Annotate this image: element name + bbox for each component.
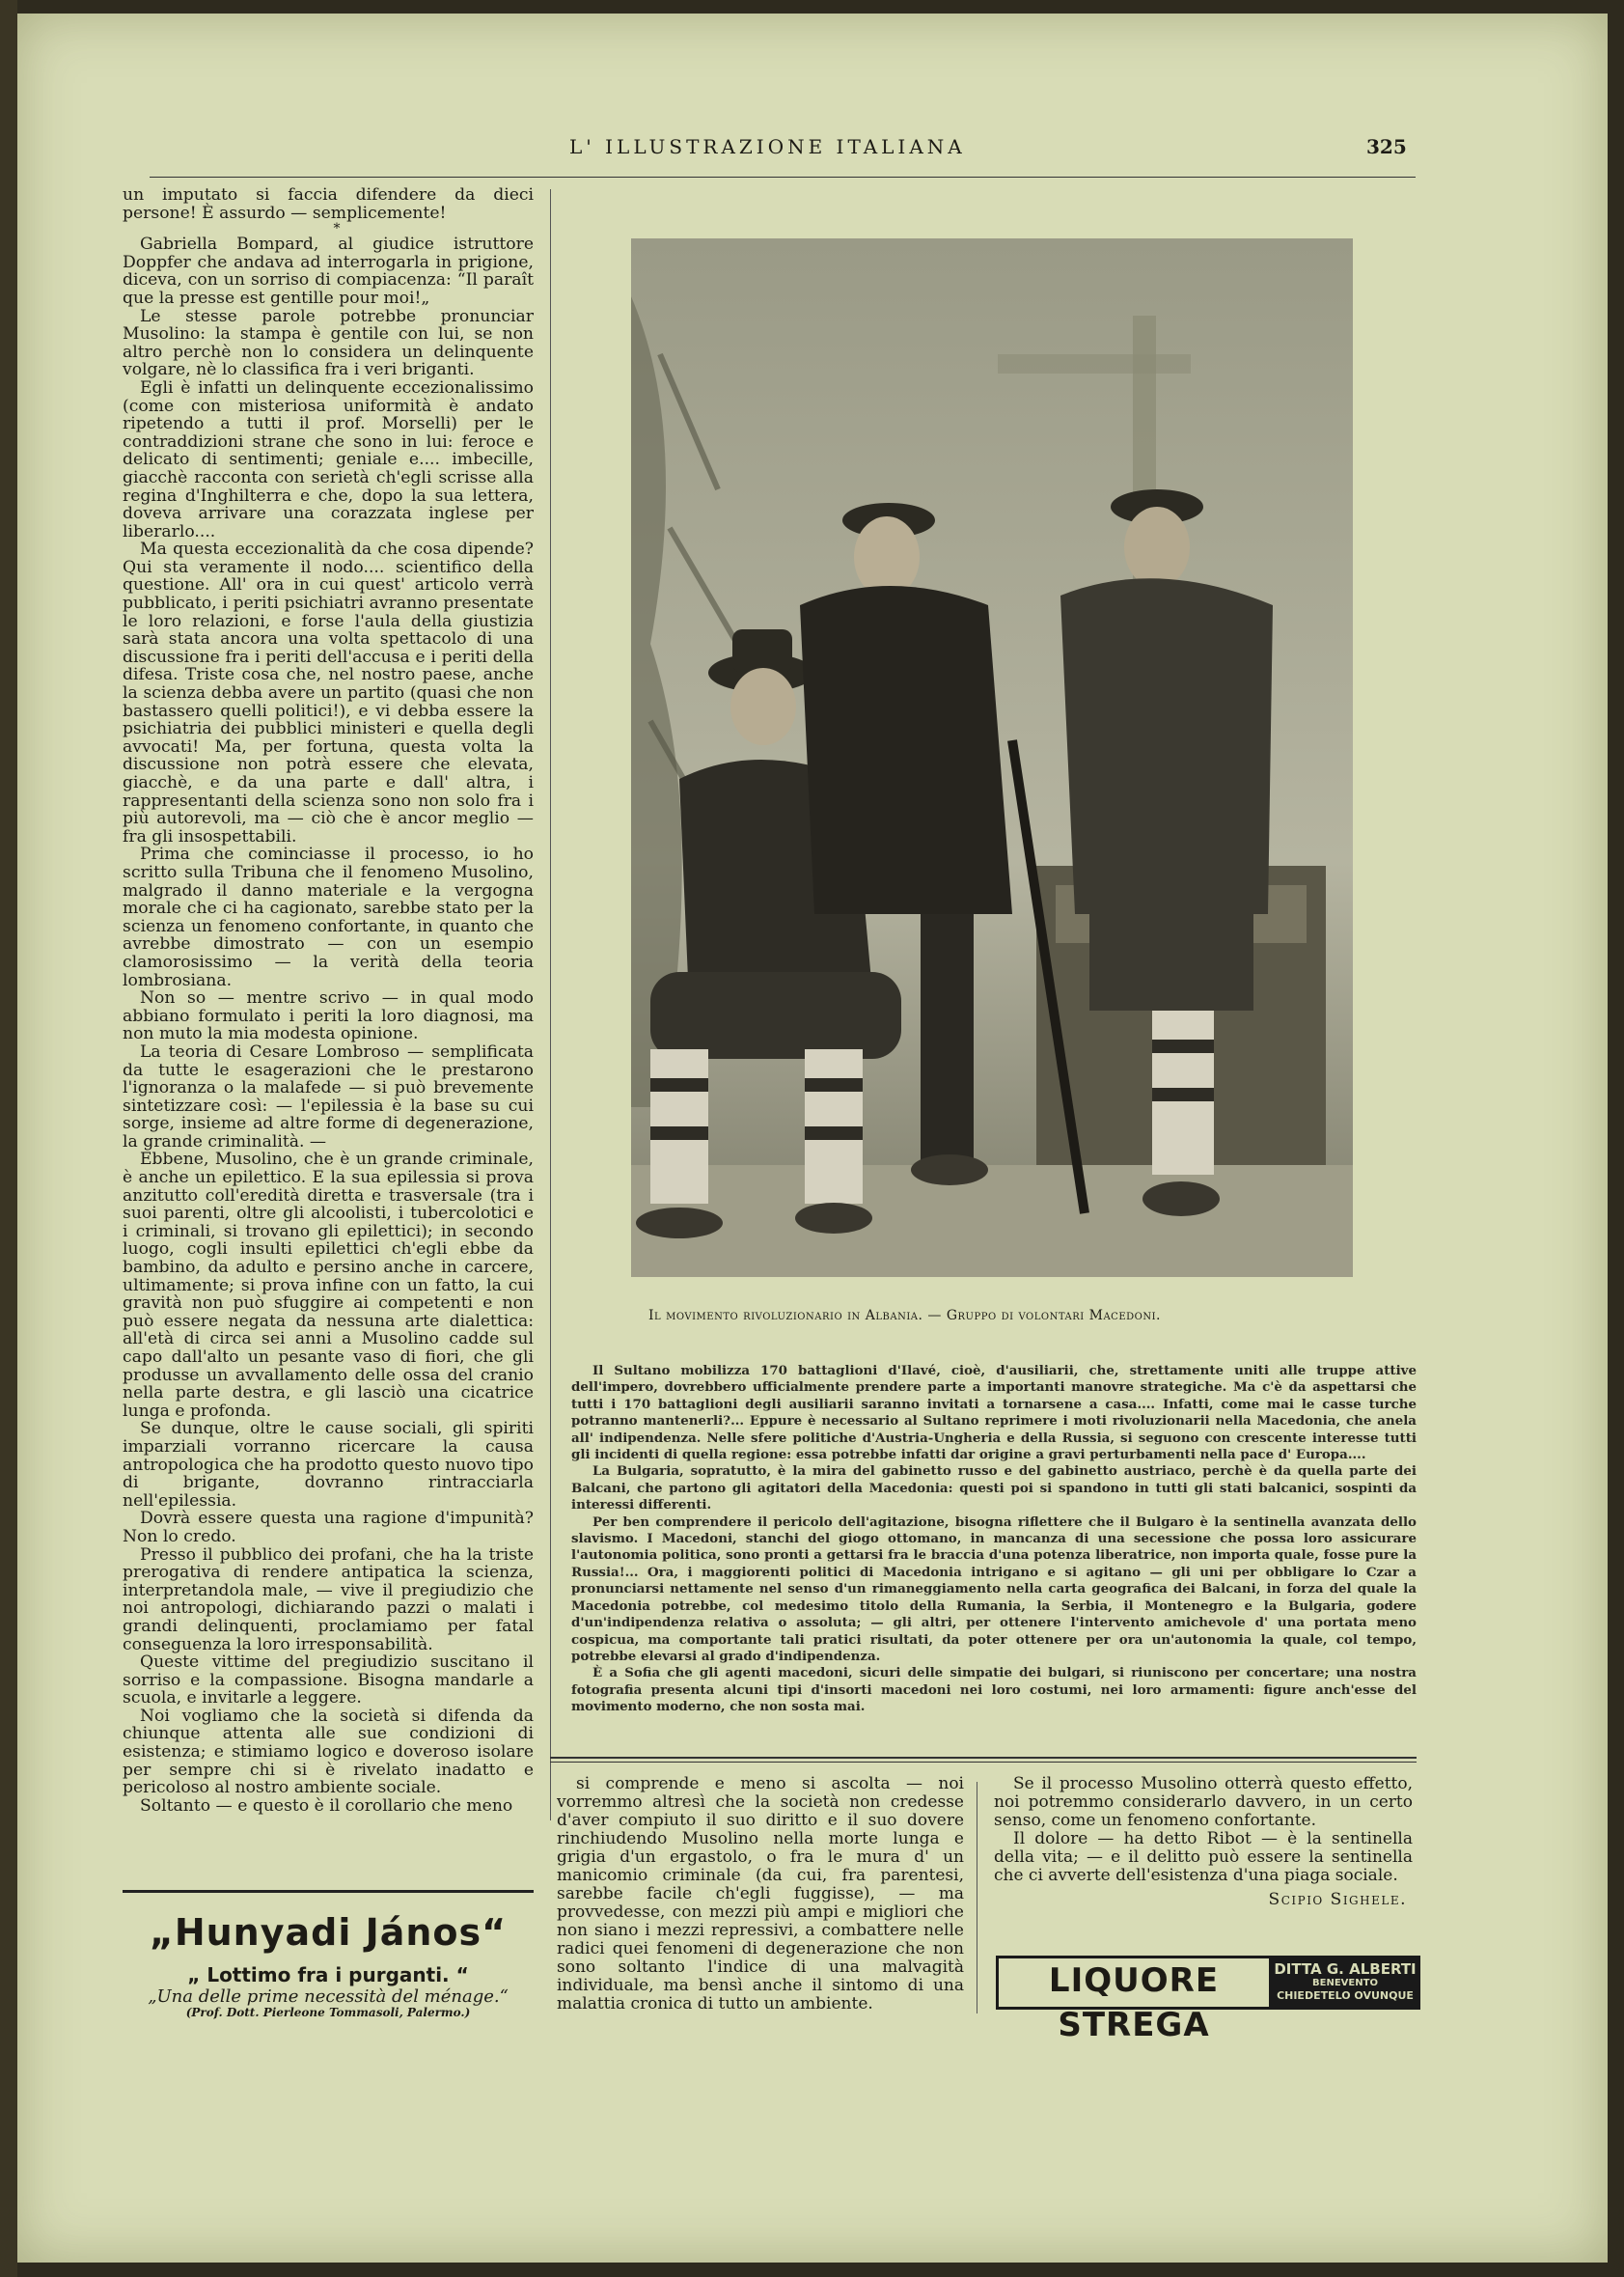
ad-rule — [123, 1890, 534, 1893]
right-paragraph: Il dolore — ha detto Ribot — è la sentinella della vita; — e il delitto può essere la sentinella che ci avverte dell'esistenza d'una piaga sociale. — [994, 1829, 1413, 1885]
section-rule — [550, 1757, 1417, 1759]
article-right-column — [994, 1775, 1413, 1909]
middle-paragraph: si comprende e meno si ascolta — noi vorremmo altresì che la società non credesse d'aver compiuto il suo diritto e il suo dovere rinchiudendo Musolino nella morte lunga e grigia d'un ergastolo, o fra le mura d' un manicomio criminale (da cui, fra parentesi, sarebbe facile ch'egli fuggisse), — ma provvedesse, con mezzi più ampi e migliori che non siano i mezzi repressivi, a combattere nelle radici quei fenomeni di degenerazione che non sono soltanto l'indice di una malvagità individuale, ma bensì anche il sintomo di una malattia cronica di tutto un ambiente. — [557, 1774, 964, 2013]
left-paragraph: Noi vogliamo che la società si difenda da chiunque attenta alle sue condizioni di esistenza; e stimiamo logico e doveroso isolare per sempre chi si è rivelato inadatto e pericoloso al nostro ambiente sociale. — [123, 1706, 534, 1798]
ad-brand: „Hunyadi János“ — [149, 1911, 508, 1954]
photo-illustration — [631, 238, 1353, 1277]
news-paragraph: Per ben comprendere il pericolo dell'agitazione, bisogna riflettere che il Bulgaro è la sentinella avanzata dello slavismo. I Macedoni, stanchi del giogo ottomano, in mancanza di una secessione che possa loro assicurare l'autonomia politica, sono pronti a gettarsi fra le braccia d'una potenza liberatrice, non importa quale, fosse pure la Russia!... Ora, i maggiorenti politici di Macedonia intrigano e si agitano — gli uni per obbligare lo Czar a pronunciarsi nettamente nel senso d'un rimaneggiamento nella carta geografica dei Balcani, in forza del quale la Macedonia potrebbe, col medesimo titolo della Rumania, la Serbia, il Montenegro e la Bulgaria, godere d'un'indipendenza relativa o assoluta; — gli altri, per ottenere l'intervento amichevole d' una portata meno cospicua, ma comportante tali pratici risultati, da poter ottenere per ora un'autonomia la quale, col tempo, potrebbe elevarsi al grado d'indipendenza. — [571, 1513, 1417, 1664]
ad-quote: „Una delle prime necessità del ménage.“ — [148, 1986, 509, 2007]
left-paragraph: Non so — mentre scrivo — in qual modo abbiano formulato i periti la loro diagnosi, ma non muto la mia modesta opinione. — [123, 988, 534, 1044]
left-paragraph: Queste vittime del pregiudizio suscitano il sorriso e la compassione. Bisogna mandarle a scuola, e invitarle a leggere. — [123, 1652, 534, 1708]
hunyadi-advertisement — [123, 1890, 534, 2019]
journal-title: L' ILLUSTRAZIONE ITALIANA — [569, 135, 966, 158]
book-binding — [0, 0, 17, 2277]
header-rule — [150, 177, 1416, 178]
article-middle-column — [557, 1775, 964, 2013]
page-number: 325 — [1366, 135, 1407, 158]
left-paragraph: Se dunque, oltre le cause sociali, gli spiriti imparziali vorranno ricercare la causa antropologica che ha prodotto questo nuovo tipo di brigante, dovranno rintracciarla nell'epilessia. — [123, 1419, 534, 1511]
strega-city: BENEVENTO — [1312, 1978, 1378, 1988]
article-left-column — [123, 186, 534, 1815]
news-column — [571, 1363, 1417, 1716]
column-divider — [550, 189, 551, 1820]
left-paragraph: La teoria di Cesare Lombroso — semplificata da tutte le esagerazioni che le prestarono l'ignoranza o la malafede — si può brevemente sintetizzare così: — l'epilessia è la base su cui sorge, insieme ad altre forme di degenerazione, la grande criminalità. — — [123, 1041, 534, 1152]
right-paragraphs — [994, 1775, 1413, 1885]
news-paragraph: Il Sultano mobilizza 170 battaglioni d'Ilavé, cioè, d'ausiliarii, che, strettamente uniti alle truppe attive dell'impero, dovrebbero ufficialmente prendere parte a importanti manovre strategiche. Ma c'è da aspettarsi che tutti i 170 battaglioni degli ausiliarii saranno invitati a tornarsene a casa.... Infatti, come mai le casse turche potranno mantenerli?... Eppure è necessario al Sultano reprimere i moti rivoluzionarii nella Macedonia, che anela all' indipendenza. Nelle sfere politiche d'Austria-Ungheria e della Russia, si seguono con crescente interesse tutti gli incidenti di quella regione: essa potrebbe infatti dar origine a gravi perturbamenti nella pace d' Europa.... — [571, 1363, 1417, 1463]
left-paragraph: Soltanto — e questo è il corollario che meno — [140, 1795, 513, 1816]
left-paragraph: un imputato si faccia difendere da dieci persone! È assurdo — semplicemente! — [123, 185, 534, 223]
ad-source: (Prof. Dott. Pierleone Tommasoli, Palermo.) — [185, 2006, 471, 2019]
left-paragraph: Ma questa eccezionalità da che cosa dipende? Qui sta veramente il nodo.... scientifico della questione. All' ora in cui quest' articolo verrà pubblicato, i periti psichiatri avranno presentate le loro relazioni, e forse l'aula della giustizia sarà stata ancora una volta spettacolo di una discussione fra i periti dell'accusa e i periti della difesa. Triste cosa che, nel nostro paese, anche la scienza debba avere un partito (quasi che non bastassero quelli politici!), e vi debba essere la psichiatria dei pubblici ministeri e quella degli avvocati! Ma, per fortuna, questa volta la discussione non potrà essere che elevata, giacchè, e da una parte e dall' altra, i rappresentanti della scienza sono non solo fra i più autorevoli, ma — ciò che è ancor meglio — fra gli insospettabili. — [123, 540, 534, 847]
news-paragraph: È a Sofia che gli agenti macedoni, sicuri delle simpatie dei bulgari, si riuniscono per concertare; una nostra fotografia presenta alcuni tipi d'insorti macedoni nei loro costumi, nei loro armamenti: figure anch'esse del movimento moderno, che non sosta mai. — [571, 1665, 1417, 1715]
left-paragraph: Ebbene, Musolino, che è un grande criminale, è anche un epilettico. E la sua epilessia si prova anzitutto coll'eredità diretta e trasversale (tra i suoi parenti, oltre gli alcoolisti, i tubercolotici e i criminali, si trovano gli epilettici); in secondo luogo, cogli insulti epilettici ch'egli ebbe da bambino, da adulto e persino anche in carcere, ultimamente; si prova infine con un fatto, la cui gravità non può sfuggire ai competenti e non può essere negata da nessuna arte dialettica: all'età di circa sei anni a Musolino cadde sul capo dall'alto un pesante vaso di fiori, che gli produsse un avvallamento delle ossa del cranio nella parte destra, e gli lasciò una cicatrice lunga e profonda. — [123, 1150, 534, 1421]
photo-caption: Il movimento rivoluzionario in Albania. — Gruppo di volontari Macedoni. — [648, 1308, 1161, 1323]
photograph — [631, 238, 1353, 1277]
author-signature: Scipio Sighele. — [1268, 1890, 1407, 1909]
section-separator-star: * — [333, 221, 341, 237]
left-paragraph: Prima che cominciasse il processo, io ho scritto sulla Tribuna che il fenomeno Musolino, malgrado il danno materiale e la vergogna morale che ci ha cagionato, sarebbe stato per la scienza un fenomeno confortante, in quanto che avrebbe dimostrato — con un esempio clamorosissimo — la verità della teoria lombrosiana. — [123, 845, 534, 990]
section-rule-thin — [550, 1762, 1417, 1763]
strega-slogan: CHIEDETELO OVUNQUE — [1277, 1989, 1414, 2002]
ad-tagline: „ Lottimo fra i purganti. “ — [187, 1963, 469, 1986]
strega-maker-box — [1270, 1956, 1420, 2010]
left-paragraph: Presso il pubblico dei profani, che ha la triste prerogativa di rendere antipatica la scienza, interpretandola male, — vive il pregiudizio che noi antropologi, dichiarando pazzi o malati i grandi delinquenti, proclamiamo per fatal conseguenza la loro irresponsabilità. — [123, 1544, 534, 1654]
left-paragraph: Egli è infatti un delinquente eccezionalissimo (come con misteriosa uniformità è andato ripetendo a tutti il prof. Morselli) per le contraddizioni strane che sono in lui: feroce e delicato di sentimenti; geniale e.... imbecille, giacchè racconta con serietà ch'egli scrisse alla regina d'Inghilterra e che, dopo la sua lettera, doveva arrivare una corazzata inglese per liberarlo.... — [123, 377, 534, 541]
strega-advertisement — [996, 1956, 1420, 2044]
left-paragraph: Gabriella Bompard, al giudice istruttore Doppfer che andava ad interrogarla in prigione, diceva, con un sorriso di compiacenza: “Il paraît que la presse est gentille pour moi!„ — [123, 235, 534, 308]
news-paragraph: La Bulgaria, sopratutto, è la mira del gabinetto russo e del gabinetto austriaco, perchè è da quella parte dei Balcani, che partono gli agitatori della Macedonia: questi poi si spandono in tutti gli stati balcanici, sospinti da interessi differenti. — [571, 1463, 1417, 1513]
strega-brand: LIQUORE STREGA — [996, 1956, 1272, 2010]
strega-maker: DITTA G. ALBERTI — [1274, 1960, 1417, 1978]
left-paragraph: Le stesse parole potrebbe pronunciar Musolino: la stampa è gentile con lui, se non altro perchè non lo considera un delinquente volgare, nè lo classifica fra i veri briganti. — [123, 306, 534, 380]
right-paragraph: Se il processo Musolino otterrà questo effetto, noi potremmo considerarlo davvero, in un certo senso, come un fenomeno confortante. — [994, 1774, 1413, 1830]
page-header — [0, 135, 1624, 164]
left-paragraph: Dovrà essere questa una ragione d'impunità? Non lo credo. — [123, 1509, 534, 1546]
